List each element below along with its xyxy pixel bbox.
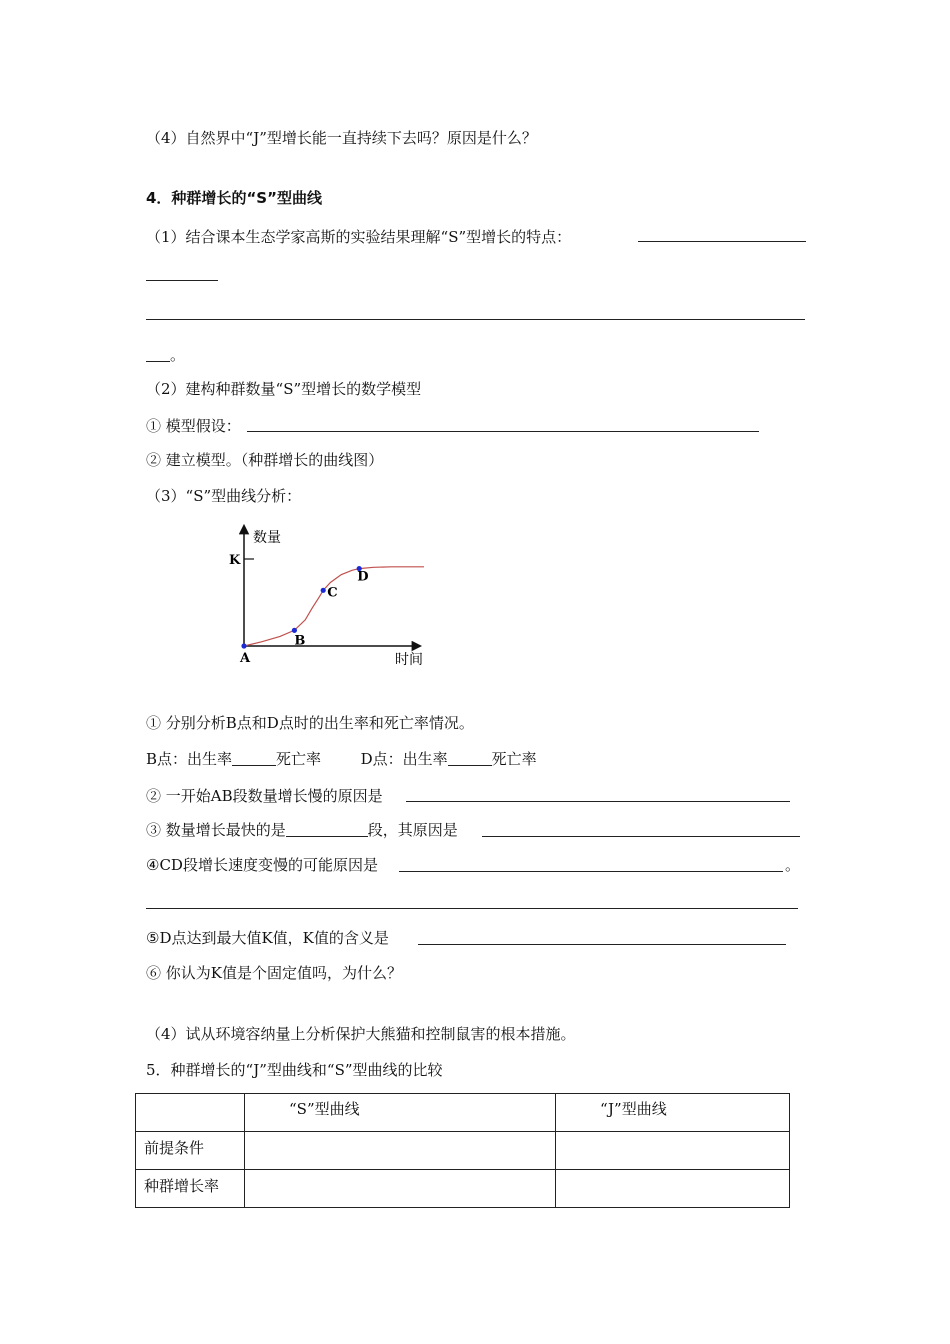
s-question-3: （3）“S”型曲线分析： <box>146 487 302 505</box>
table-cell[interactable] <box>556 1170 790 1208</box>
answer-line[interactable] <box>399 871 783 872</box>
point-b <box>292 628 297 633</box>
s-question-4: （4）试从环境容纳量上分析保护大熊猫和控制鼠害的根本措施。 <box>146 1025 576 1043</box>
analysis-4: ④CD段增长速度变慢的可能原因是 <box>146 856 378 874</box>
point-a <box>241 643 246 648</box>
section-5-title: 5．种群增长的“J”型曲线和“S”型曲线的比较 <box>146 1061 443 1079</box>
table-header-j: “J”型曲线 <box>556 1094 790 1132</box>
analysis-1: ① 分别分析B点和D点时的出生率和死亡率情况。 <box>146 714 474 732</box>
b-d-rates <box>146 749 537 769</box>
analysis-5: ⑤D点达到最大值K值，K值的含义是 <box>146 929 389 947</box>
table-cell[interactable] <box>245 1132 556 1170</box>
point-label-d: D <box>357 569 369 585</box>
s-question-1-text: （1）结合课本生态学家高斯的实验结果理解“S”型增长的特点： <box>146 228 572 246</box>
point-c <box>321 588 326 593</box>
row-label-growth-rate: 种群增长率 <box>136 1170 245 1208</box>
d-point-label: D点：出生率 <box>360 750 448 768</box>
s-question-2: （2）建构种群数量“S”型增长的数学模型 <box>146 380 422 398</box>
table-row <box>136 1170 790 1208</box>
table-row <box>136 1132 790 1170</box>
answer-line[interactable] <box>406 801 790 802</box>
s-question-1 <box>146 227 571 247</box>
answer-blank[interactable] <box>286 822 368 837</box>
analysis-2: ② 一开始AB段数量增长慢的原因是 <box>146 787 383 805</box>
answer-blank[interactable] <box>448 751 492 766</box>
table-header-row <box>136 1094 790 1132</box>
table-cell[interactable] <box>245 1170 556 1208</box>
analysis-6: ⑥ 你认为K值是个固定值吗，为什么？ <box>146 964 402 982</box>
answer-line[interactable] <box>482 836 800 837</box>
row-label-premise: 前提条件 <box>136 1132 245 1170</box>
table-cell[interactable] <box>556 1132 790 1170</box>
point-label-b: B <box>294 633 306 649</box>
question-4-j: （4）自然界中“J”型增长能一直持续下去吗？原因是什么？ <box>146 129 537 147</box>
model-assumption-label: ① 模型假设： <box>146 417 241 435</box>
b-point-label: B点：出生率 <box>146 750 233 768</box>
analysis-4-end: 。 <box>785 856 801 874</box>
build-model: ② 建立模型。（种群增长的曲线图） <box>146 451 384 469</box>
table-cell <box>136 1094 245 1132</box>
s-curve-line <box>244 567 424 649</box>
s-question-1-end <box>146 345 185 365</box>
model-assumption <box>146 416 241 436</box>
x-axis-label: 时间 <box>395 652 423 668</box>
answer-line[interactable] <box>146 908 798 909</box>
analysis-3-mid: 段，其原因是 <box>367 821 458 839</box>
analysis-3 <box>146 820 458 840</box>
point-label-a: A <box>240 651 251 666</box>
period: 。 <box>170 346 186 364</box>
y-axis-label: 数量 <box>253 530 281 546</box>
point-label-c: C <box>327 585 338 601</box>
section-4-title: 4．种群增长的“S”型曲线 <box>146 189 322 207</box>
answer-line[interactable] <box>146 347 170 362</box>
answer-line[interactable] <box>418 944 786 945</box>
s-curve-chart <box>225 520 440 670</box>
answer-line[interactable] <box>247 431 759 432</box>
comparison-table <box>135 1093 790 1208</box>
d-death-label: 死亡率 <box>491 750 537 768</box>
table-header-s: “S”型曲线 <box>245 1094 556 1132</box>
answer-line[interactable] <box>146 319 805 320</box>
b-death-label: 死亡率 <box>276 750 322 768</box>
analysis-3-prefix: ③ 数量增长最快的是 <box>146 821 286 839</box>
answer-blank[interactable] <box>232 751 276 766</box>
k-label: K <box>229 553 241 568</box>
answer-line[interactable] <box>146 280 218 281</box>
answer-line[interactable] <box>638 241 806 242</box>
